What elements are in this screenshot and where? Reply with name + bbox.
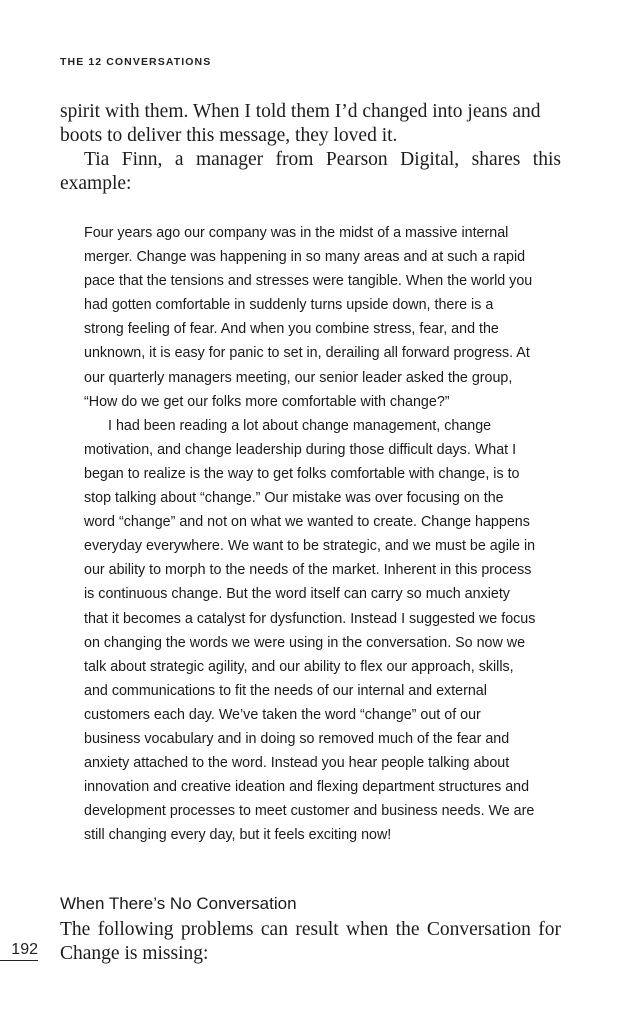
quote-paragraph-2: I had been reading a lot about change management, change motivation, and change leadership during those difficult days. What I began to realize is the way to get folks comfortable with change, is to stop talking about “change.” Our mistake was over focusing on the word “change” and not on what we wanted to create. Change happens everyday everywhere. We want to be strategic, and we must be agile in our ability to morph to the needs of the market. Inherent in this process is continuous change. But the word itself can carry so much anxiety that it becomes a catalyst for dysfunction. Instead I suggested we focus on changing the words we were using in the conversation. So now we talk about strategic agility, and our ability to flex our approach, skills, and communications to fit the needs of our internal and external customers each day. We’ve taken the word “change” out of our business vocabulary and in doing so removed much of the fear and anxiety attached to the word. Instead you hear people talking about innovation and creative ideation and flexing department structures and development processes to meet customer and business needs. We are still changing every day, but it feels exciting now! <box>84 417 536 844</box>
page-number: 192 <box>0 941 38 961</box>
intro-paragraph: Tia Finn, a manager from Pearson Digital, shares this example: <box>60 149 561 194</box>
top-paragraph-line-2: boots to deliver this message, they loved it. <box>60 125 398 146</box>
top-paragraph <box>60 100 561 148</box>
top-paragraph-line-1: spirit with them. When I told them I’d changed into jeans and <box>60 101 541 122</box>
running-head: THE 12 CONVERSATIONS <box>60 56 212 68</box>
block-quote <box>84 221 536 847</box>
closing-paragraph: The following problems can result when the Conversation for Change is missing: <box>60 919 561 964</box>
quote-paragraph-1: Four years ago our company was in the midst of a massive internal merger. Change was happening in so many areas and at such a rapid pace that the tensions and stresses were tangible. When the world you had gotten comfortable in suddenly turns upside down, there is a strong feeling of fear. And when you combine stress, fear, and the unknown, it is easy for panic to set in, derailing all forward progress. At our quarterly managers meeting, our senior leader asked the group, “How do we get our folks more comfortable with change?” <box>84 225 533 410</box>
section-subheading: When There’s No Conversation <box>60 894 297 913</box>
